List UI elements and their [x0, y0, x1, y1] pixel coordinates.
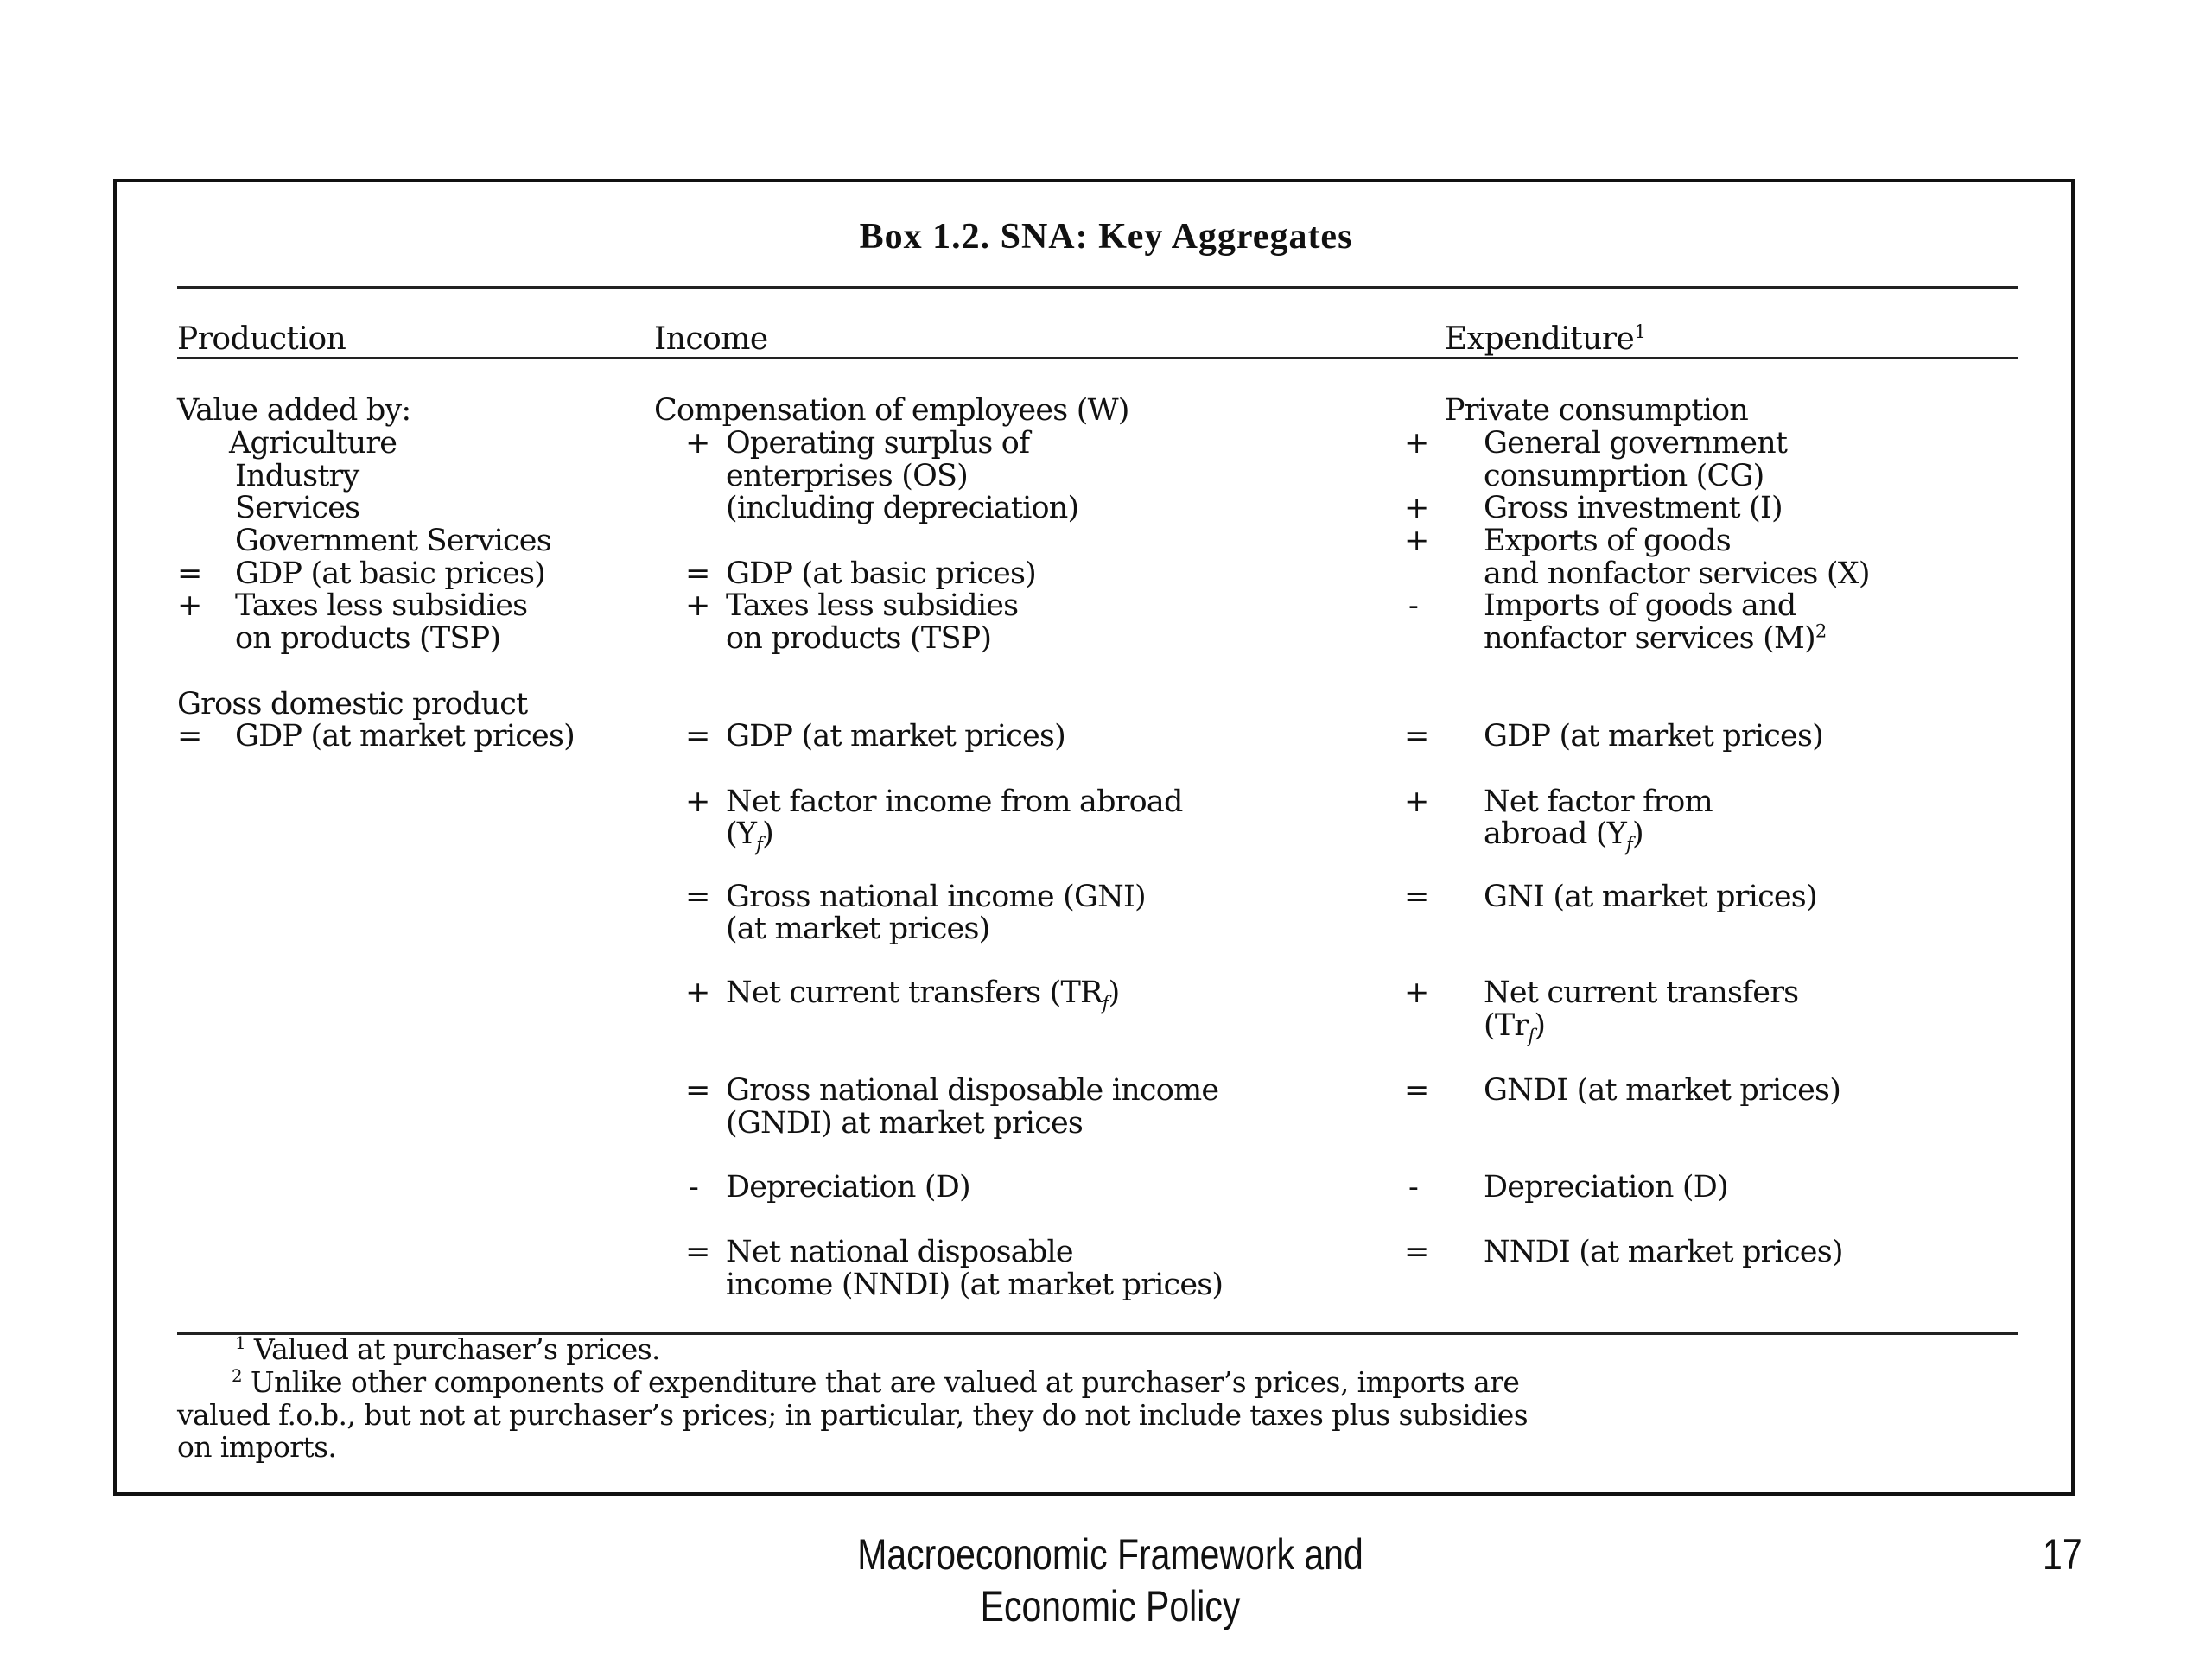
expenditure-line: Gross investment (I) [1484, 491, 1783, 525]
operator: = [685, 1235, 710, 1269]
operator: + [685, 785, 710, 819]
income-line: $(Y_f)$ [726, 817, 774, 855]
operator: + [1404, 491, 1429, 525]
operator: = [1404, 880, 1429, 914]
expenditure-line: Net factor from [1484, 785, 1713, 819]
production-line: GDP (at market prices) [235, 719, 575, 753]
expenditure-line: Net current transfers [1484, 976, 1799, 1010]
operator: = [685, 880, 710, 914]
title-rule [177, 286, 2018, 289]
income-line: Depreciation (D) [726, 1170, 970, 1205]
expenditure-line: Exports of goods [1484, 524, 1731, 558]
income-line: Compensation of employees (W) [654, 393, 1129, 428]
production-line: Industry [235, 459, 359, 493]
production-line: Value added by: [177, 393, 411, 428]
footnote-2-cont: on imports. [177, 1430, 337, 1464]
column-header-production: Production [177, 321, 346, 357]
expenditure-line: General government [1484, 426, 1788, 461]
income-line: Gross national income (GNI) [726, 880, 1146, 914]
expenditure-line: NNDI (at market prices) [1484, 1235, 1843, 1269]
production-line: GDP (at basic prices) [235, 556, 546, 591]
operator: = [177, 719, 202, 753]
income-line: (GNDI) at market prices [726, 1106, 1084, 1141]
operator: + [685, 426, 710, 461]
production-line: on products (TSP) [235, 621, 501, 656]
operator: + [1404, 785, 1429, 819]
income-line: Net factor income from abroad [726, 785, 1183, 819]
expenditure-line: $(Tr_f)$ [1484, 1008, 1546, 1046]
income-line: enterprises (OS) [726, 459, 969, 493]
operator: + [1404, 426, 1429, 461]
footnote-2-cont: valued f.o.b., but not at purchaser’s prices; in particular, they do not include taxes plus subsidies [177, 1398, 1529, 1432]
income-line: (including depreciation) [726, 491, 1079, 525]
expenditure-line: GNI (at market prices) [1484, 880, 1817, 914]
column-header-income: Income [654, 321, 768, 357]
operator: + [685, 588, 710, 623]
operator: = [1404, 1073, 1429, 1108]
income-line: Operating surplus of [726, 426, 1030, 461]
production-line: Government Services [235, 524, 551, 558]
expenditure-line: Depreciation (D) [1484, 1170, 1728, 1205]
income-line: (at market prices) [726, 912, 990, 946]
footnote-2: $^2$ Unlike other components of expenditure that are valued at purchaser’s prices, imports are [232, 1365, 1520, 1399]
production-line: Agriculture [229, 426, 397, 461]
expenditure-line: nonfactor services $(M)^2$ [1484, 620, 1827, 656]
expenditure-line: consumprtion (CG) [1484, 459, 1764, 493]
income-line: GDP (at basic prices) [726, 556, 1037, 591]
production-line: Services [235, 491, 360, 525]
expenditure-line: Private consumption [1445, 393, 1749, 428]
income-line: Gross national disposable income [726, 1073, 1219, 1108]
operator: + [177, 588, 202, 623]
operator: + [1404, 524, 1429, 558]
expenditure-line: GNDI (at market prices) [1484, 1073, 1841, 1108]
box-title: Box 1.2. SNA: Key Aggregates [859, 217, 1353, 257]
slide-footer-title: Economic Policy [980, 1582, 1241, 1630]
income-line: Net current transfers $(TR_f)$ [726, 976, 1120, 1014]
income-line: Net national disposable [726, 1235, 1073, 1269]
footnote-marker: 1 [1634, 321, 1646, 343]
expenditure-line: Imports of goods and [1484, 588, 1796, 623]
income-line: on products (TSP) [726, 621, 992, 656]
operator: + [685, 976, 710, 1010]
operator: = [685, 719, 710, 753]
operator: - [1408, 588, 1419, 623]
operator: = [1404, 1235, 1429, 1269]
footnote-marker: 2 [1815, 620, 1827, 642]
column-header-expenditure: Expenditure$^1$ [1445, 321, 1646, 357]
slide-footer-title: Macroeconomic Framework and [857, 1530, 1363, 1579]
income-line: GDP (at market prices) [726, 719, 1065, 753]
income-line: Taxes less subsidies [726, 588, 1019, 623]
operator: = [1404, 719, 1429, 753]
header-rule [177, 357, 2018, 359]
expenditure-line: and nonfactor services (X) [1484, 556, 1870, 591]
expenditure-line: GDP (at market prices) [1484, 719, 1823, 753]
production-line: Taxes less subsidies [235, 588, 528, 623]
operator: - [689, 1170, 699, 1205]
operator: = [685, 556, 710, 591]
production-line: Gross domestic product [177, 687, 528, 721]
operator: - [1408, 1170, 1419, 1205]
operator: + [1404, 976, 1429, 1010]
page-number: 17 [2043, 1530, 2082, 1579]
income-line: income (NNDI) (at market prices) [726, 1268, 1224, 1302]
footnote-1: $^1$ Valued at purchaser’s prices. [235, 1332, 660, 1366]
expenditure-line: abroad $(Y_f)$ [1484, 817, 1643, 855]
operator: = [685, 1073, 710, 1108]
operator: = [177, 556, 202, 591]
